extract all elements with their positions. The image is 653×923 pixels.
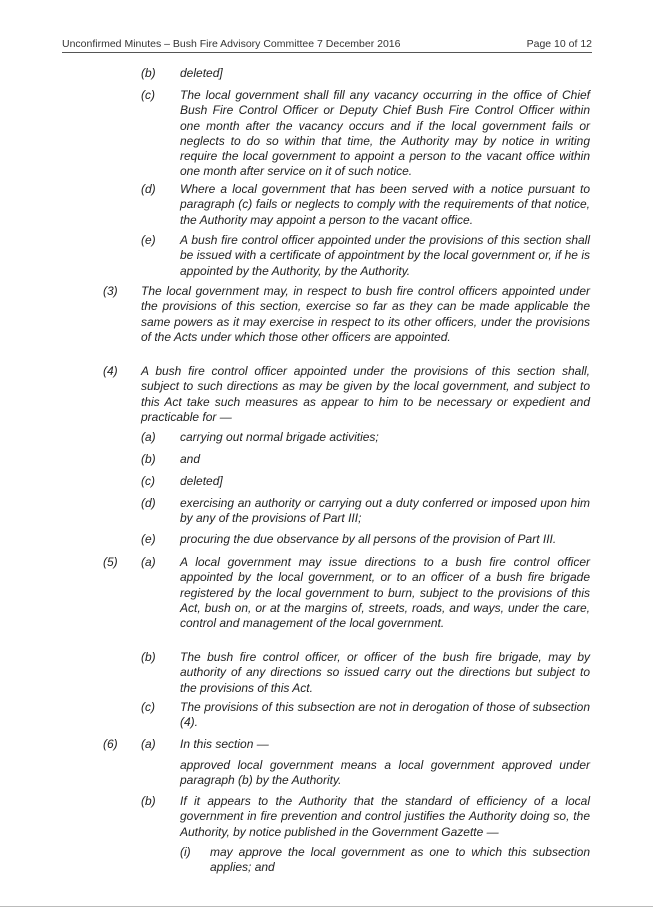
section-label: (4) bbox=[103, 364, 118, 378]
paragraph: The bush fire control officer, or officer of the bush fire brigade, may by authority of any directions so issued carry out the directions but subject to the provisions of this Act. bbox=[180, 650, 590, 695]
paragraph: In this section — bbox=[180, 737, 269, 751]
paragraph: exercising an authority or carrying out a duty conferred or imposed upon him by any of the provisions of Part III; bbox=[180, 496, 590, 526]
section-label: (6) bbox=[103, 737, 118, 751]
paragraph: If it appears to the Authority that the standard of efficiency of a local government in fire prevention and control justifies the Authority doing so, the Authority, by notice published in the Government Gazette — bbox=[180, 794, 590, 839]
item-label: (e) bbox=[141, 532, 156, 546]
item-label: (a) bbox=[141, 430, 156, 444]
page-number: Page 10 of 12 bbox=[526, 38, 592, 50]
item-label: (c) bbox=[141, 474, 155, 488]
paragraph: A bush fire control officer appointed under the provisions of this section shall, subject to such directions as may be given by the local government, and subject to this Act take such measures as appear to him to be necessary or expedient and practicable for — bbox=[141, 364, 590, 424]
paragraph: A local government may issue directions to a bush fire control officer appointed by the local government, or to an officer of a bush fire brigade registered by the local government to burn, subject to the provisions of this Act, bush on, or at the margins of, streets, roads, and ways, under the care, control and management of the local government. bbox=[180, 555, 590, 631]
item-label: (e) bbox=[141, 233, 156, 247]
definition: approved local government means a local government approved under paragraph (b) by the Authority. bbox=[180, 758, 590, 788]
paragraph: deleted] bbox=[180, 66, 223, 80]
item-label: (b) bbox=[141, 452, 156, 466]
item-label: (i) bbox=[180, 845, 191, 859]
paragraph: and bbox=[180, 452, 201, 466]
header-title: Unconfirmed Minutes – Bush Fire Advisory Committee 7 December 2016 bbox=[62, 38, 401, 50]
item-label: (b) bbox=[141, 794, 156, 808]
item-label: (a) bbox=[141, 555, 156, 569]
item-label: (b) bbox=[141, 650, 156, 664]
paragraph: The local government may, in respect to bush fire control officers appointed under the provisions of this section, exercise so far as they can be made applicable the same powers as it may exercise in respect to its other officers, under the provisions of the Acts under which those other officers are appointed. bbox=[141, 284, 590, 344]
page-bottom-divider bbox=[0, 906, 653, 907]
item-label: (c) bbox=[141, 700, 155, 714]
paragraph: The provisions of this subsection are not in derogation of those of subsection (4). bbox=[180, 700, 590, 730]
item-label: (b) bbox=[141, 66, 156, 80]
paragraph: Where a local government that has been served with a notice pursuant to paragraph (c) fails or neglects to comply with the requirements of that notice, the Authority may appoint a person to the vacant office. bbox=[180, 182, 590, 227]
item-label: (d) bbox=[141, 496, 156, 510]
paragraph: carrying out normal brigade activities; bbox=[180, 430, 379, 444]
item-label: (d) bbox=[141, 182, 156, 196]
item-label: (c) bbox=[141, 88, 155, 102]
item-label: (a) bbox=[141, 737, 156, 751]
section-label: (3) bbox=[103, 284, 118, 298]
section-label: (5) bbox=[103, 555, 118, 569]
paragraph: deleted] bbox=[180, 474, 223, 488]
paragraph: The local government shall fill any vacancy occurring in the office of Chief Bush Fire Control Officer or Deputy Chief Bush Fire Control Officer within one month after the vacancy occurs and if the local government fails or neglects to do so within that time, the Authority may by notice in writing require the local government to appoint a person to the vacant office within one month after service on it of such notice. bbox=[180, 88, 590, 179]
paragraph: A bush fire control officer appointed under the provisions of this section shall be issued with a certificate of appointment by the local government or, if he is appointed by the Authority, by the Authority. bbox=[180, 233, 590, 278]
paragraph: procuring the due observance by all persons of the provision of Part III. bbox=[180, 532, 557, 546]
paragraph: may approve the local government as one to which this subsection applies; and bbox=[210, 845, 590, 875]
